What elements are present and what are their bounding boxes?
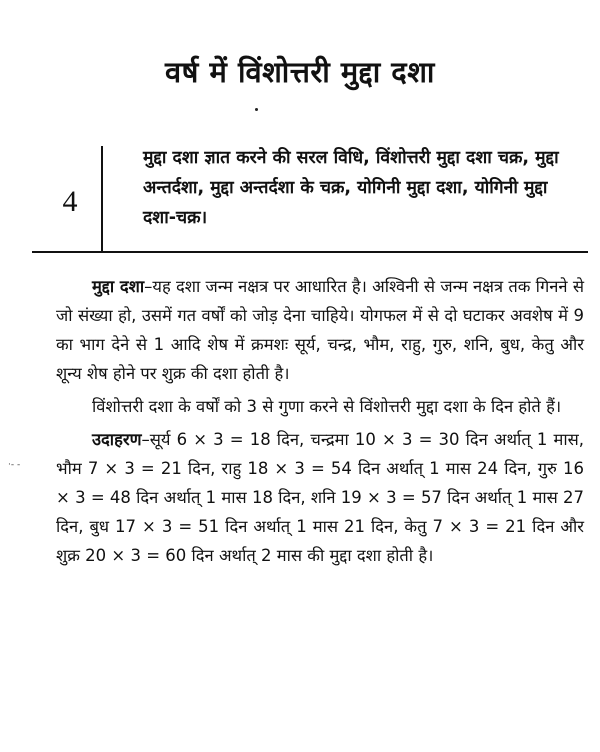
chapter-vertical-divider: [101, 146, 103, 252]
body-text: [56, 272, 584, 574]
paragraph-lead: मुद्दा दशा: [92, 277, 145, 296]
paragraph-text: –यह दशा जन्म नक्षत्र पर आधारित है। अश्विनी से जन्म नक्षत्र तक गिनने से जो संख्या हो, उसमें गत वर्षों को जोड़ देना चाहिये। योगफल में से दो घटाकर अवशेष में 9 का भाग देने से 1 आदि शेष में क्रमशः सूर्य, चन्द्र, भौम, राहु, गुरु, शनि, बुध, केतु और शून्य शेष होने पर शुक्र की दशा होती है।: [56, 277, 584, 383]
horizontal-rule: [32, 251, 588, 253]
artifact-mark: ·- -: [8, 460, 21, 470]
decorative-dot: [255, 108, 258, 111]
page-title: वर्ष में विंशोत्तरी मुद्दा दशा: [165, 55, 435, 89]
paragraph-text: विंशोत्तरी दशा के वर्षों को 3 से गुणा करने से विंशोत्तरी मुद्दा दशा के दिन होते हैं।: [92, 397, 562, 416]
chapter-summary: मुद्दा दशा ज्ञात करने की सरल विधि, विंशोत्तरी मुद्दा दशा चक्र, मुद्दा अन्तर्दशा, मुद्दा अन्तर्दशा के चक्र, योगिनी मुद्दा दशा, योगिनी मुद्दा दशा-चक्र।: [143, 148, 559, 228]
paragraph-text: –सूर्य 6 × 3 = 18 दिन, चन्द्रमा 10 × 3 = 30 दिन अर्थात् 1 मास, भौम 7 × 3 = 21 दिन, राहु 18 × 3 = 54 दिन अर्थात् 1 मास 24 दिन, गुरु 16 × 3 = 48 दिन अर्थात् 1 मास 18 दिन, शनि 19 × 3 = 57 दिन अर्थात् 1 मास 27 दिन, बुध 17 × 3 = 51 दिन अर्थात् 1 मास 21 दिन, केतु 7 × 3 = 21 दिन और शुक्र 20 × 3 = 60 दिन अर्थात् 2 मास की मुद्दा दशा होती है।: [56, 430, 584, 565]
paragraph-lead: उदाहरण: [92, 430, 142, 449]
paragraph-example: [56, 425, 584, 570]
chapter-number: 4: [62, 185, 78, 218]
paragraph-vimshottari: [56, 392, 584, 421]
paragraph-mudda-dasha: [56, 272, 584, 388]
